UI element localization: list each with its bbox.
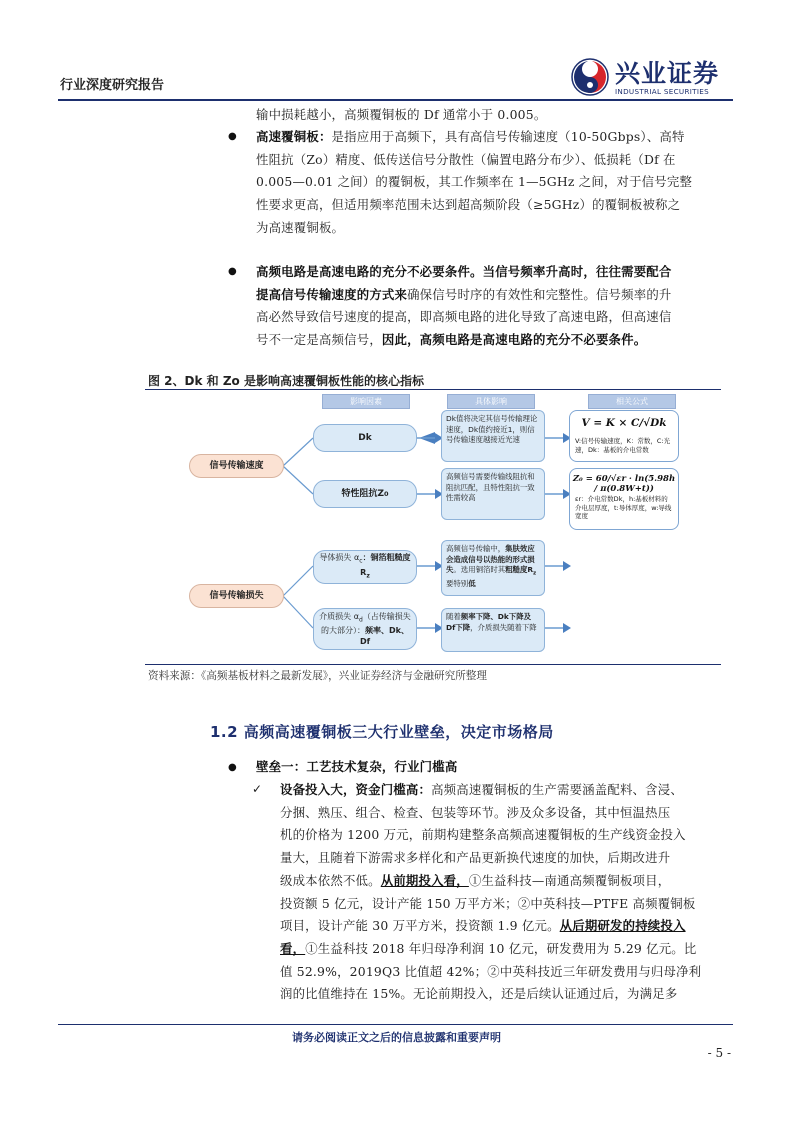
barrier-one-body xyxy=(280,779,733,1006)
desc-conductor-3: 要特别 xyxy=(446,578,469,588)
dielectric-label: 介质损失 α xyxy=(319,611,359,621)
formula-speed-note: V:信号传输速度，K：常数，C:光速，Dk：基板的介电常数 xyxy=(575,437,671,454)
conductor-bold-sub: z xyxy=(366,572,370,580)
early-investment-1: ①生益科技—南通高频覆铜板项目， xyxy=(468,872,671,888)
node-zo-label: 特性阻抗Z xyxy=(341,489,384,499)
later-investment-2: 值 52.9%，2019Q3 比值超 42%；②中英科技近三年研发费用与归母净利 xyxy=(280,963,702,979)
conductor-sub: c xyxy=(359,558,363,565)
desc-conductor-bold-sub: z xyxy=(533,570,537,577)
root-signal-loss: 信号传输损失 xyxy=(189,584,284,608)
root-signal-speed: 信号传输速度 xyxy=(189,454,284,478)
intro-line: 输中损耗越小，高频覆铜板的 Df 通常小于 0.005。 xyxy=(256,107,547,122)
desc-dielectric-1: 随着 xyxy=(446,612,461,621)
figure-source: 资料来源：《高频基板材料之最新发展》，兴业证券经济与金融研究所整理 xyxy=(148,670,487,682)
section-title: 1.2 高频高速覆铜板三大行业壁垒，决定市场格局 xyxy=(210,723,554,741)
column-header-formula: 相关公式 xyxy=(588,394,676,409)
dielectric-sub: d xyxy=(359,616,363,624)
check-icon: ✓ xyxy=(252,782,263,796)
equipment-line-2: 分捆、熟压、组合、检查、包装等环节。涉及众多设备，其中恒温热压 xyxy=(280,804,671,820)
later-investment-lead-1: 从后期研发的持续投入 xyxy=(559,918,686,934)
condition-line-2-bold: 提高信号传输速度的方式来 xyxy=(256,286,408,302)
logo-chinese-name: 兴业证券 xyxy=(615,59,720,88)
column-header-impact: 具体影响 xyxy=(447,394,535,409)
highspeed-line-5: 为高速覆铜板。 xyxy=(256,219,345,235)
node-dielectric-loss xyxy=(313,608,417,650)
equipment-lead: 设备投入大，资金门槛高： xyxy=(280,782,432,797)
formula-impedance-box xyxy=(569,468,679,530)
desc-dielectric xyxy=(441,608,545,652)
highspeed-line-2: 性阻抗（Zo）精度、低传送信号分散性（偏置电路分布少）、低损耗（Df 在 xyxy=(256,151,676,167)
desc-conductor xyxy=(441,540,545,596)
condition-line-1: 高频电路是高速电路的充分不必要条件。当信号频率升高时，往往需要配合 xyxy=(256,264,672,279)
footer-disclaimer: 请务必阅读正文之后的信息披露和重要声明 xyxy=(292,1031,501,1044)
figure-title: 图 2、Dk 和 Zo 是影响高速覆铜板性能的核心指标 xyxy=(148,374,424,388)
highspeed-lead: 高速覆铜板： xyxy=(256,129,332,144)
desc-dk: Dk值将决定其信号传输理论速度，Dk值约接近1，则信号传输速度越接近光速 xyxy=(441,410,545,462)
equipment-line-3: 机的价格为 1200 万元，前期构建整条高频高速覆铜板的生产线资金投入 xyxy=(280,827,686,843)
bullet-icon: ● xyxy=(228,131,237,142)
condition-line-4-bold: 因此，高频电路是高速电路的充分不必要条件。 xyxy=(381,332,647,348)
early-investment-3: 项目，设计产能 30 万平方米，投资额 1.9 亿元。 xyxy=(280,918,560,934)
later-investment-lead-2: 看， xyxy=(280,940,306,956)
conductor-bold: ：铜箔粗糙度R xyxy=(360,553,411,577)
dielectric-bold: 频率、Dk、Df xyxy=(359,626,409,647)
desc-zo: 高频信号需要传输线阻抗和阻抗匹配，且特性阻抗一致性需较高 xyxy=(441,468,545,520)
node-zo-subscript: 0 xyxy=(384,490,389,498)
later-investment-3: 润的比值维持在 15%。无论前期投入，还是后续认证通过后，为满足多 xyxy=(280,986,678,1002)
equipment-line-4: 量大，且随着下游需求多样化和产品更新换代速度的加快，后期改进升 xyxy=(280,850,671,866)
column-header-factor: 影响因素 xyxy=(322,394,410,409)
barrier-one-heading: 壁垒一：工艺技术复杂，行业门槛高 xyxy=(256,759,458,774)
header-divider xyxy=(58,99,733,101)
condition-line-4-pre: 号不一定是高频信号， xyxy=(256,332,382,348)
highspeed-line-3: 0.005—0.01 之间）的覆铜板，其工作频率在 1—5GHz 之间，对于信号完整 xyxy=(256,174,693,190)
condition-line-2-rest: 确保信号时序的有效性和完整性。信号频率的升 xyxy=(407,286,672,302)
desc-conductor-1: 高频信号传输中， xyxy=(446,544,506,553)
formula-impedance-note: εr：介电常数Dk，h:基板材料的介电层厚度，t:导体厚度，w:导线宽度 xyxy=(575,495,672,520)
formula-speed: V = K × C/√Dk xyxy=(581,417,667,429)
highspeed-line-4: 性要求更高，但适用频率范围未达到超高频阶段（≥5GHz）的覆铜板被称之 xyxy=(256,197,681,213)
bullet-icon: ● xyxy=(228,266,237,277)
report-type-label: 行业深度研究报告 xyxy=(60,78,165,93)
logo-mark-icon xyxy=(571,58,609,96)
early-investment-lead: 从前期投入看， xyxy=(380,872,469,888)
bullet-highspeed xyxy=(256,126,733,240)
desc-conductor-bold-2: 粗糙度R xyxy=(505,565,534,574)
formula-speed-box xyxy=(569,410,679,462)
node-zo xyxy=(313,480,417,508)
desc-dielectric-2: ，介质损失随着下降 xyxy=(470,622,537,632)
bullet-icon: ● xyxy=(228,762,237,773)
early-investment-2: 投资额 5 亿元，设计产能 150 万平方米；②中英科技—PTFE 高频覆铜板 xyxy=(280,895,696,911)
formula-impedance: Z₀ = 60/√εr · ln(5.98h / π(0.8W+t)) xyxy=(572,474,676,494)
conductor-label: 导体损失 α xyxy=(319,553,360,563)
desc-conductor-2: 。选用铜箔时其 xyxy=(453,565,506,574)
node-conductor-loss xyxy=(313,550,417,584)
dk-zo-diagram xyxy=(145,390,721,664)
equipment-line-5: 级成本依然不低。 xyxy=(280,872,381,888)
equipment-line-1: 高频高速覆铜板的生产需要涵盖配料、含浸、 xyxy=(431,782,683,797)
dielectric-mid: （占传输损失的大部分）： xyxy=(321,611,411,636)
desc-dielectric-bold: 频率下降、Dk下降及Df下降 xyxy=(446,612,531,632)
desc-conductor-bold-1: 集肤效应会造成信号以热能的形式损失 xyxy=(446,544,535,574)
highspeed-line-1: 是指应用于高频下，具有高信号传输速度（10-50Gbps）、高特 xyxy=(331,129,685,144)
page-header xyxy=(58,48,733,100)
figure-bottom-rule xyxy=(145,664,721,665)
later-investment-1: ①生益科技 2018 年归母净利润 10 亿元，研发费用为 5.29 亿元。比 xyxy=(305,940,697,956)
footer-divider xyxy=(58,1024,733,1025)
node-dk: Dk xyxy=(313,424,417,452)
bullet-condition xyxy=(256,261,733,352)
industrial-securities-logo xyxy=(571,56,733,100)
condition-line-3: 高必然导致信号速度的提高，即高频电路的进化导致了高速电路，但高速信 xyxy=(256,309,672,325)
logo-english-name: INDUSTRIAL SECURITIES xyxy=(615,87,709,96)
desc-conductor-bold-3: 低 xyxy=(468,578,476,588)
page-number: - 5 - xyxy=(707,1046,731,1060)
